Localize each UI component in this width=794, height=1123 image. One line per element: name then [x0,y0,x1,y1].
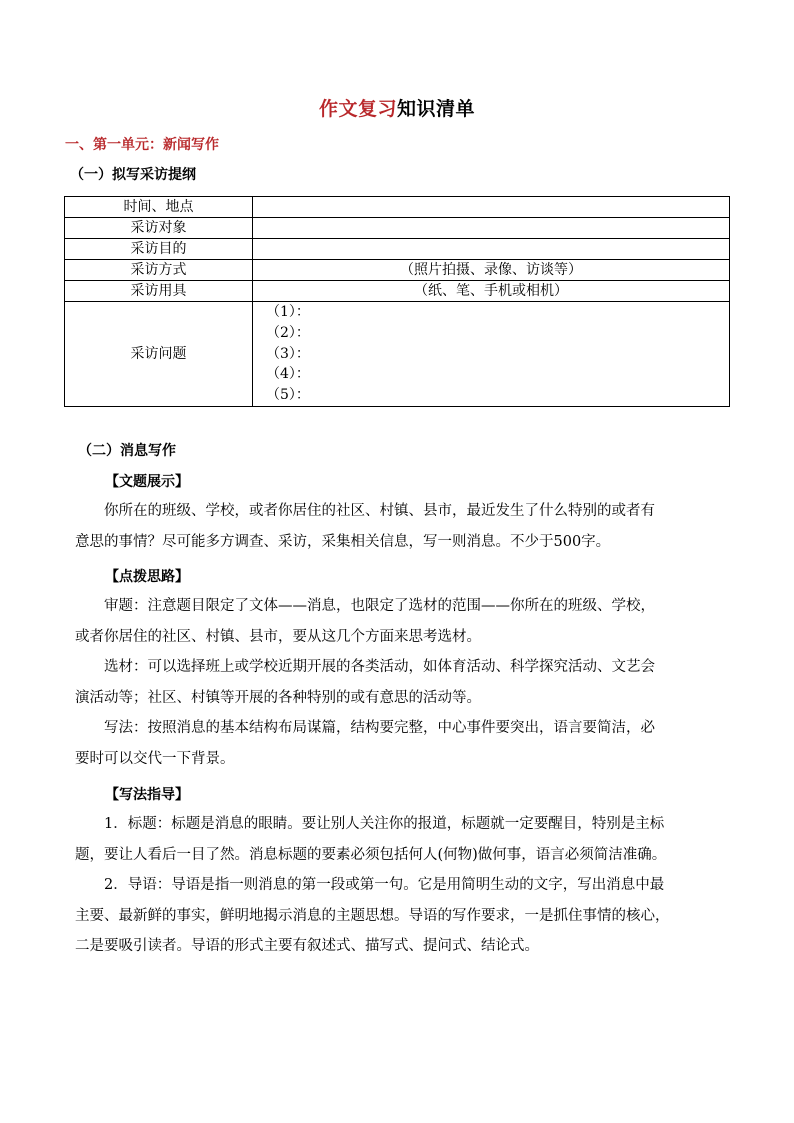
questions-label: 采访问题 [65,302,253,407]
question-item: （4）： [266,366,310,383]
tips-paragraph-2 [75,652,737,713]
row-value [253,239,730,260]
row-label: 时间、地点 [65,197,253,218]
question-item: （3）： [266,345,310,362]
tips-paragraph-1 [75,591,737,652]
row-label: 采访用具 [65,281,253,302]
table-row [65,281,730,302]
page-title-black: 知识清单 [397,98,476,120]
tips-paragraph-3 [75,713,737,774]
questions-cell [253,302,730,407]
table-row [65,260,730,281]
heading-topic: 【文题展示】 [105,474,189,490]
table-row [65,218,730,239]
text-line: 你所在的班级、学校，或者你居住的社区、村镇、县市，最近发生了什么特别的或者有 [104,503,655,519]
row-label: 采访方式 [65,260,253,281]
text-line: 2．导语：导语是指一则消息的第一段或第一句。它是用简明生动的文字，写出消息中最 [104,877,665,893]
question-item: （2）： [266,324,310,341]
text-line: 要时可以交代一下背景。 [75,750,235,767]
text-line: 演活动等；社区、村镇等开展的各种特别的或有意思的活动等。 [75,689,481,706]
table-row [65,197,730,218]
page-title-red: 作文复习 [318,98,397,120]
row-value [253,218,730,239]
text-line: 选材：可以选择班上或学校近期开展的各类活动，如体育活动、科学探究活动、文艺会 [104,659,655,675]
text-line: 1．标题：标题是消息的眼睛。要让别人关注你的报道，标题就一定要醒目，特别是主标 [104,816,665,832]
heading-guide: 【写法指导】 [105,787,189,803]
table-row-questions [65,302,730,407]
row-label: 采访目的 [65,239,253,260]
interview-outline-table [64,196,730,407]
topic-paragraph [75,496,737,557]
text-line: 审题：注意题目限定了文体——消息，也限定了选材的范围——你所在的班级、学校， [104,598,655,614]
row-value: （纸、笔、手机或相机） [253,281,730,302]
table-row [65,239,730,260]
question-item: （1）： [266,304,310,320]
guide-paragraph-1 [75,809,737,870]
text-line: 写法：按照消息的基本结构布局谋篇，结构要完整，中心事件要突出，语言要简洁，必 [104,720,655,736]
text-line: 二是要吸引读者。导语的形式主要有叙述式、描写式、提问式、结论式。 [75,938,539,954]
page-title [0,94,794,121]
text-line: 题，要让人看后一目了然。消息标题的要素必须包括何人(何物)做何事，语言必须简洁准确。 [75,846,667,863]
row-label: 采访对象 [65,218,253,239]
subsection-heading-outline: （一）拟写采访提纲 [70,167,196,183]
text-line: 意思的事情？尽可能多方调查、采访，采集相关信息，写一则消息。不少于500字。 [75,533,611,550]
text-line: 或者你居住的社区、村镇、县市，要从这几个方面来思考选材。 [75,628,481,645]
row-value [253,197,730,218]
row-value: （照片拍摄、录像、访谈等） [253,260,730,281]
guide-paragraph-2 [75,870,737,962]
section-heading-1: 一、第一单元：新闻写作 [65,137,219,153]
question-item: （5）： [266,387,310,404]
heading-tips: 【点拨思路】 [105,569,189,585]
subsection-heading-news: （二）消息写作 [78,443,176,459]
text-line: 主要、最新鲜的事实，鲜明地揭示消息的主题思想。导语的写作要求，一是抓住事情的核心， [75,907,670,924]
